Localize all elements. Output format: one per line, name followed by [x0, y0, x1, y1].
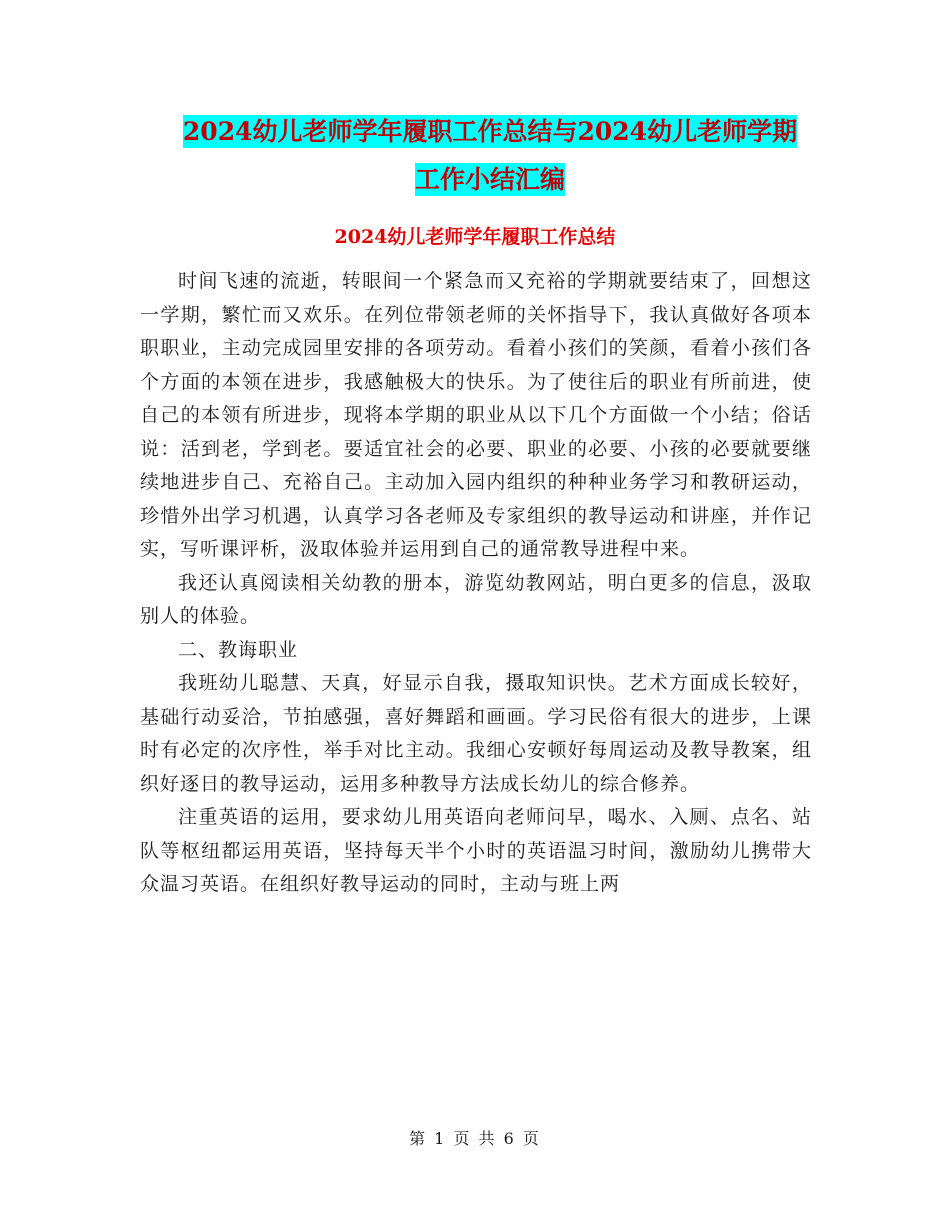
paragraph: 我还认真阅读相关幼教的册本，游览幼教网站，明白更多的信息，汲取别人的体验。 [140, 571, 812, 627]
section-heading: 二、教诲职业 [178, 638, 299, 661]
section-title: 2024幼儿老师学年履职工作总结 [334, 226, 616, 248]
title-line-2: 工作小结汇编 [414, 165, 565, 194]
paragraph: 我班幼儿聪慧、天真，好显示自我，摄取知识快。艺术方面成长较好，基础行动妥洽，节拍感强，喜好舞蹈和画画。学习民俗有很大的进步，上课时有必定的次序性，举手对比主动。我细心安顿好每周运动及教导教案，组织好逐日的教导运动，运用多种教导方法成长幼儿的综合修养。 [140, 672, 812, 795]
document-title [140, 108, 840, 204]
paragraph: 时间飞速的流逝，转眼间一个紧急而又充裕的学期就要结束了，回想这一学期，繁忙而又欢乐。在列位带领老师的关怀指导下，我认真做好各项本职职业，主动完成园里安排的各项劳动。看着小孩们的笑颜，看着小孩们各个方面的本领在进步，我感触极大的快乐。为了使往后的职业有所前进，使自己的本领有所进步，现将本学期的职业从以下几个方面做一个小结；俗话说：活到老，学到老。要适宜社会的必要、职业的必要、小孩的必要就要继续地进步自己、充裕自己。主动加入园内组织的种种业务学习和教研运动，珍惜外出学习机遇，认真学习各老师及专家组织的教导运动和讲座，并作记实，写听课评析，汲取体验并运用到自己的通常教导进程中来。 [140, 270, 812, 560]
title-line-1: 2024幼儿老师学年履职工作总结与2024幼儿老师学期 [182, 117, 798, 146]
document-body [140, 265, 812, 902]
page-footer: 第 1 页 共 6 页 [409, 1129, 541, 1148]
paragraph: 注重英语的运用，要求幼儿用英语向老师问早，喝水、入厕、点名、站队等枢纽都运用英语，坚持每天半个小时的英语温习时间，激励幼儿携带大众温习英语。在组织好教导运动的同时，主动与班上两 [140, 806, 812, 895]
